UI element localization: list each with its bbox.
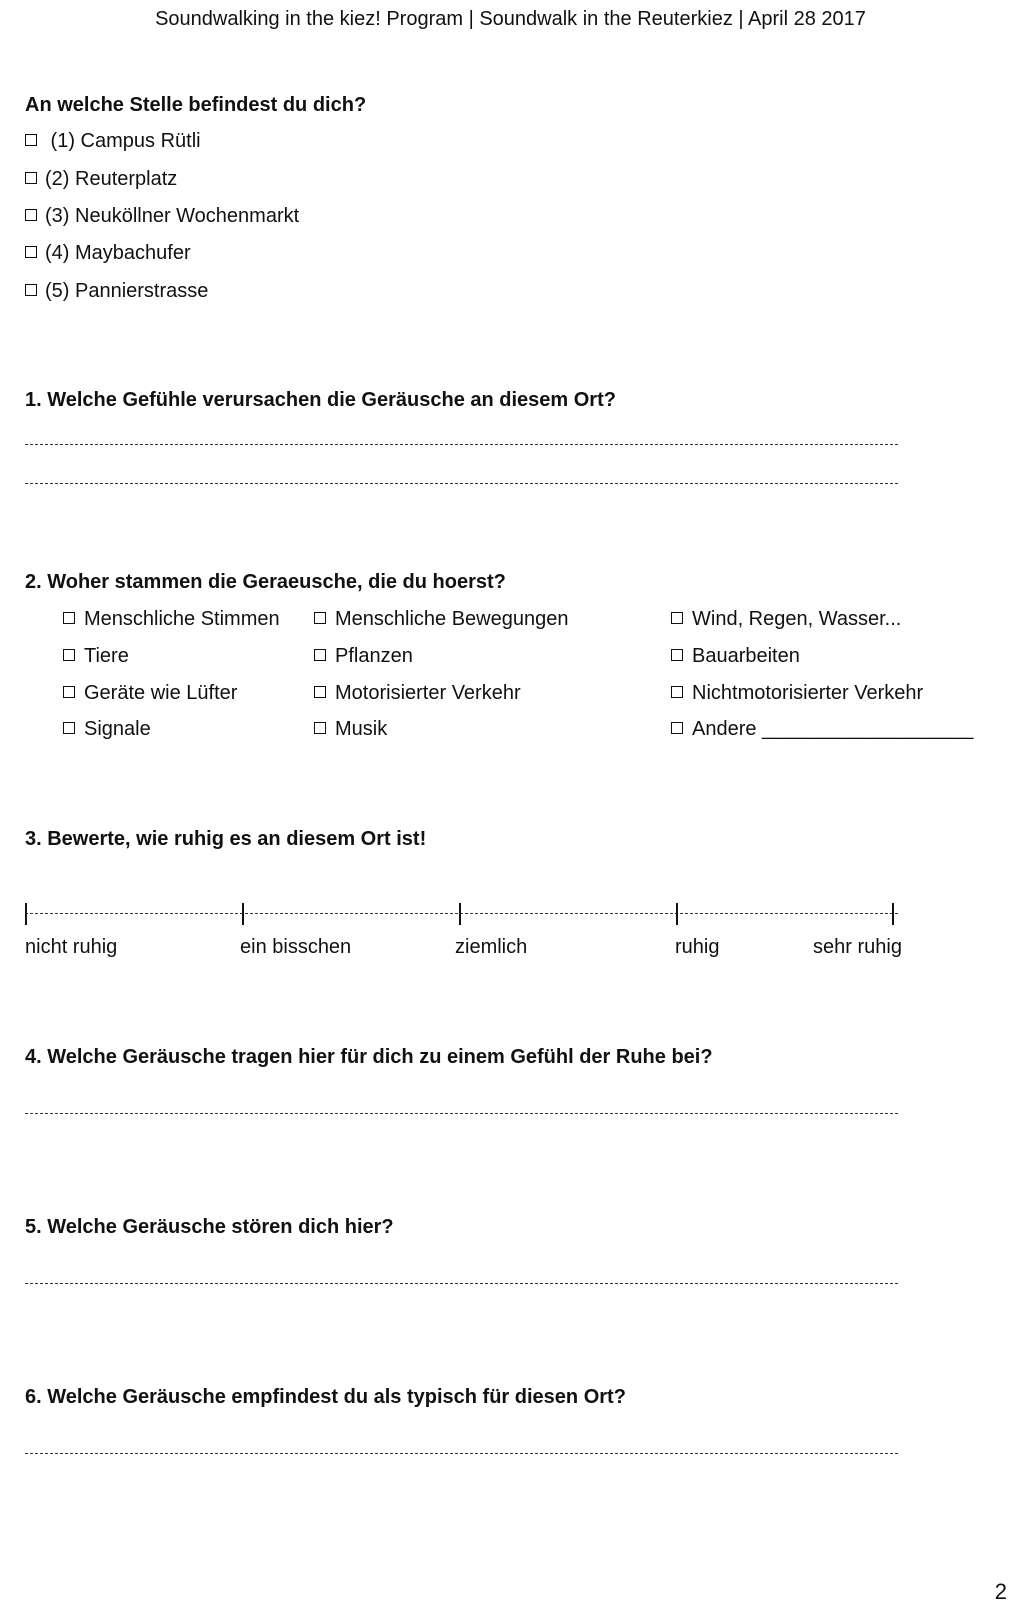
- location-option-label: (4) Maybachufer: [45, 242, 191, 264]
- checkbox[interactable]: [314, 649, 326, 661]
- source-option[interactable]: [671, 608, 901, 631]
- checkbox[interactable]: [63, 612, 75, 624]
- scale-tick[interactable]: [892, 903, 894, 925]
- scale-label: sehr ruhig: [813, 936, 902, 958]
- source-option[interactable]: [671, 645, 800, 668]
- checkbox[interactable]: [25, 134, 37, 146]
- scale-line: [25, 913, 898, 914]
- source-option-label: Bauarbeiten: [692, 645, 800, 667]
- source-option-label: Wind, Regen, Wasser...: [692, 608, 902, 630]
- scale-label: ziemlich: [455, 936, 528, 958]
- question-6: 6. Welche Geräusche empfindest du als typisch für diesen Ort?: [25, 1386, 626, 1408]
- source-option-label: Signale: [84, 718, 151, 740]
- source-option[interactable]: [314, 645, 413, 668]
- scale-tick[interactable]: [676, 903, 678, 925]
- checkbox[interactable]: [314, 612, 326, 624]
- location-option-1[interactable]: [25, 130, 201, 153]
- answer-line-4[interactable]: [25, 1113, 898, 1114]
- question-3: 3. Bewerte, wie ruhig es an diesem Ort ist!: [25, 828, 427, 850]
- source-option-label: Menschliche Stimmen: [84, 608, 280, 630]
- source-option-label: Nichtmotorisierter Verkehr: [692, 682, 924, 704]
- question-2: 2. Woher stammen die Geraeusche, die du hoerst?: [25, 571, 506, 593]
- source-option-label: Pflanzen: [335, 645, 413, 667]
- source-option[interactable]: [314, 718, 387, 741]
- scale-tick[interactable]: [25, 903, 27, 925]
- checkbox[interactable]: [63, 722, 75, 734]
- source-option[interactable]: [63, 718, 151, 741]
- source-option[interactable]: [63, 682, 237, 705]
- source-option[interactable]: [314, 608, 569, 631]
- location-option-3[interactable]: [25, 205, 299, 228]
- source-option[interactable]: [671, 682, 923, 705]
- checkbox[interactable]: [671, 722, 683, 734]
- checkbox[interactable]: [25, 284, 37, 296]
- source-option[interactable]: [63, 645, 129, 668]
- answer-line-5[interactable]: [25, 1283, 898, 1284]
- source-option-label: Menschliche Bewegungen: [335, 608, 569, 630]
- source-option-label: Andere ___________________: [692, 718, 974, 740]
- source-option-label: Geräte wie Lüfter: [84, 682, 238, 704]
- quietness-scale[interactable]: [25, 903, 898, 925]
- checkbox[interactable]: [671, 686, 683, 698]
- location-option-label: (1) Campus Rütli: [45, 130, 201, 152]
- checkbox[interactable]: [25, 209, 37, 221]
- location-option-label: (5) Pannierstrasse: [45, 280, 209, 302]
- scale-label: nicht ruhig: [25, 936, 118, 958]
- question-5: 5. Welche Geräusche stören dich hier?: [25, 1216, 394, 1238]
- scale-tick[interactable]: [459, 903, 461, 925]
- scale-tick[interactable]: [242, 903, 244, 925]
- location-question: An welche Stelle befindest du dich?: [25, 94, 367, 116]
- checkbox[interactable]: [25, 172, 37, 184]
- checkbox[interactable]: [25, 246, 37, 258]
- answer-line-1a[interactable]: [25, 444, 898, 445]
- checkbox[interactable]: [671, 649, 683, 661]
- checkbox[interactable]: [63, 686, 75, 698]
- question-1: 1. Welche Gefühle verursachen die Geräusche an diesem Ort?: [25, 389, 616, 411]
- scale-label: ruhig: [675, 936, 720, 958]
- checkbox[interactable]: [671, 612, 683, 624]
- source-option-label: Tiere: [84, 645, 129, 667]
- answer-line-6[interactable]: [25, 1453, 898, 1454]
- scale-label: ein bisschen: [240, 936, 352, 958]
- location-option-label: (2) Reuterplatz: [45, 168, 178, 190]
- checkbox[interactable]: [63, 649, 75, 661]
- source-option-label: Musik: [335, 718, 388, 740]
- page-number: 2: [994, 1579, 1007, 1604]
- answer-line-1b[interactable]: [25, 483, 898, 484]
- checkbox[interactable]: [314, 686, 326, 698]
- source-option[interactable]: [314, 682, 521, 705]
- question-4: 4. Welche Geräusche tragen hier für dich zu einem Gefühl der Ruhe bei?: [25, 1046, 713, 1068]
- location-option-2[interactable]: [25, 168, 177, 191]
- location-option-4[interactable]: [25, 242, 191, 265]
- source-option-label: Motorisierter Verkehr: [335, 682, 521, 704]
- location-option-label: (3) Neuköllner Wochenmarkt: [45, 205, 300, 227]
- page-header: Soundwalking in the kiez! Program | Soundwalk in the Reuterkiez | April 28 2017: [155, 8, 866, 30]
- checkbox[interactable]: [314, 722, 326, 734]
- source-option-other[interactable]: [671, 718, 973, 741]
- source-option[interactable]: [63, 608, 280, 631]
- location-option-5[interactable]: [25, 280, 208, 303]
